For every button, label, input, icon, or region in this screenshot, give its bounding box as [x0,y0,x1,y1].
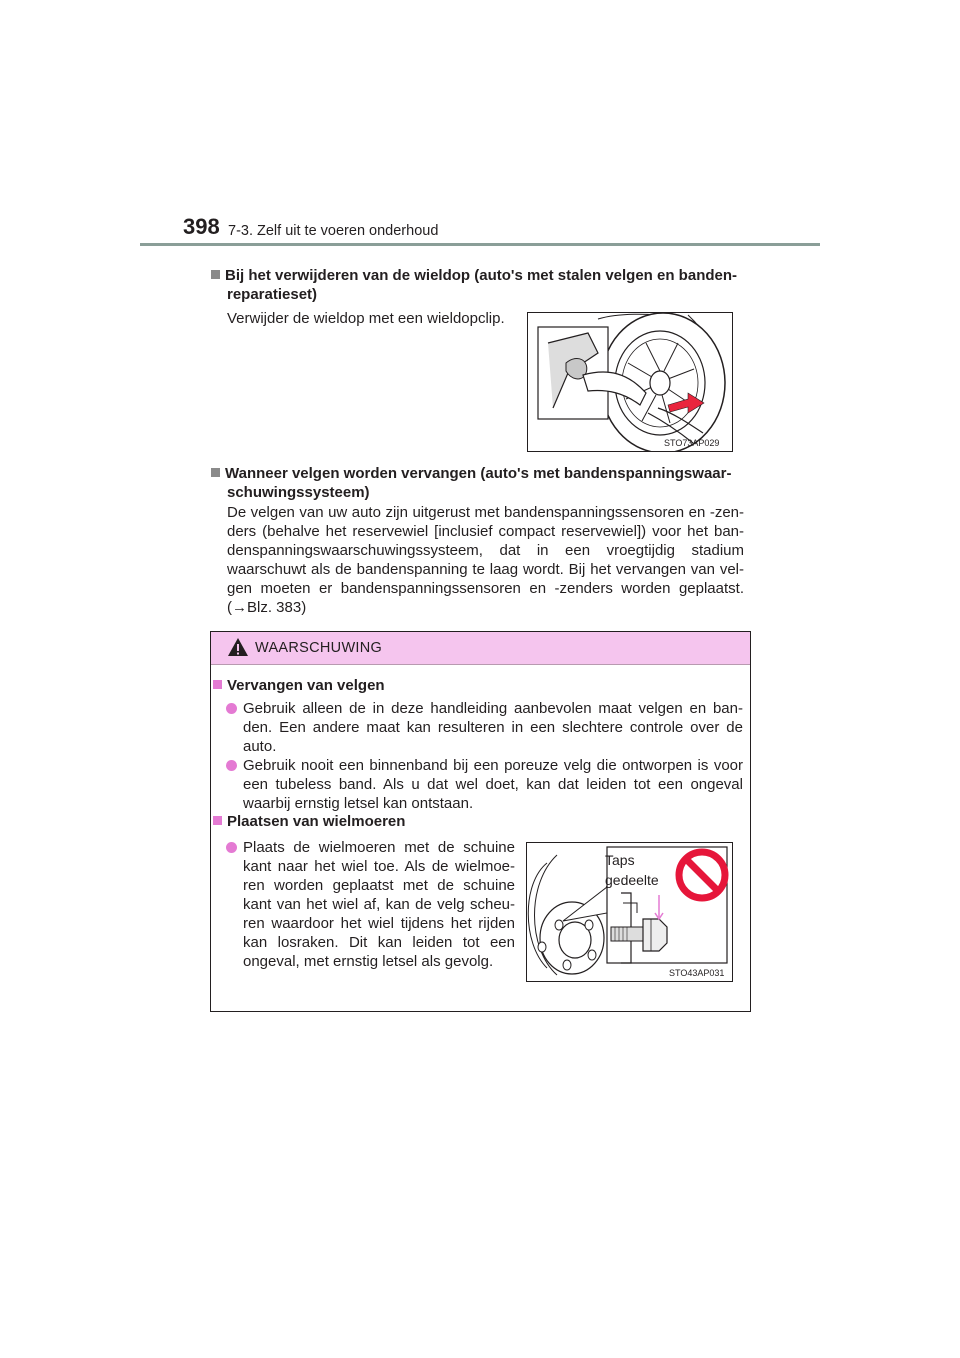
warning-box [210,631,751,1012]
figure-label-gedeelte: gedeelte [605,872,659,888]
warning-header [211,632,750,665]
bullet-dot-icon [226,842,237,853]
square-bullet-icon [213,680,222,689]
header-divider [140,243,820,246]
wheel-cap-instruction: Verwijder de wieldop met een wieldopclip. [227,310,505,327]
warning-bullet-inner-tube: Gebruik nooit een binnenband bij een poreuze velg die ontworpen is voor een tubeless band. Als u dat wel doet, kan dat leiden tot een ongeval waarbij ernstig letsel kan ontstaan. [243,756,743,813]
section-title: 7-3. Zelf uit te voeren onderhoud [228,223,439,239]
wheel-nut-figure [526,842,733,982]
square-bullet-icon [213,816,222,825]
figure-code: STO73AP029 [664,438,720,448]
section-heading-wheel-cap: Bij het verwijderen van de wieldop (auto's met stalen velgen en banden- reparatieset) [211,266,751,304]
bullet-dot-icon [226,703,237,714]
figure-code: STO43AP031 [669,968,725,978]
warning-triangle-icon [227,637,249,657]
wheel-cap-figure [527,312,733,452]
page-number: 398 [183,214,220,239]
warning-subheading-nuts: Plaatsen van wielmoeren [213,813,405,830]
section-heading-wheel-replacement: Wanneer velgen worden vervangen (auto's met bandenspanningswaar- schuwingssysteem) [211,464,751,502]
warning-bullet-rim-size: Gebruik alleen de in deze handleiding aanbevolen maat velgen en ban-den. Een andere maat kan resulteren in een slechtere controle over de auto. [243,699,743,756]
square-bullet-icon [211,270,220,279]
warning-subheading-rims: Vervangen van velgen [213,677,385,694]
wheel-replacement-text: De velgen van uw auto zijn uitgerust met bandenspanningssensoren en -zen-ders (behalve het reservewiel [inclusief compact reservewiel]) voor het ban-denspanningswaarschuwingssysteem, dat in een vroegtijdig stadium waarschuwt als de bandenspanning te laag wordt. Bij het vervangen van vel-gen moeten er bandenspanningssensoren en -zenders worden geplaatst. (→Blz. 383) [227,504,744,616]
square-bullet-icon [211,468,220,477]
bullet-dot-icon [226,760,237,771]
figure-label-taps: Taps [605,852,635,868]
warning-title: WAARSCHUWING [255,640,383,656]
warning-bullet-wheel-nuts: Plaats de wielmoeren met de schuine kant naar het wiel toe. Als de wielmoe-ren worden geplaatst met de schuine kant van het wiel af, kan de velg scheu-ren waardoor het wiel tijdens het rijden kan losraken. Dit kan leiden tot een ongeval, met ernstig letsel als gevolg. [243,838,515,971]
